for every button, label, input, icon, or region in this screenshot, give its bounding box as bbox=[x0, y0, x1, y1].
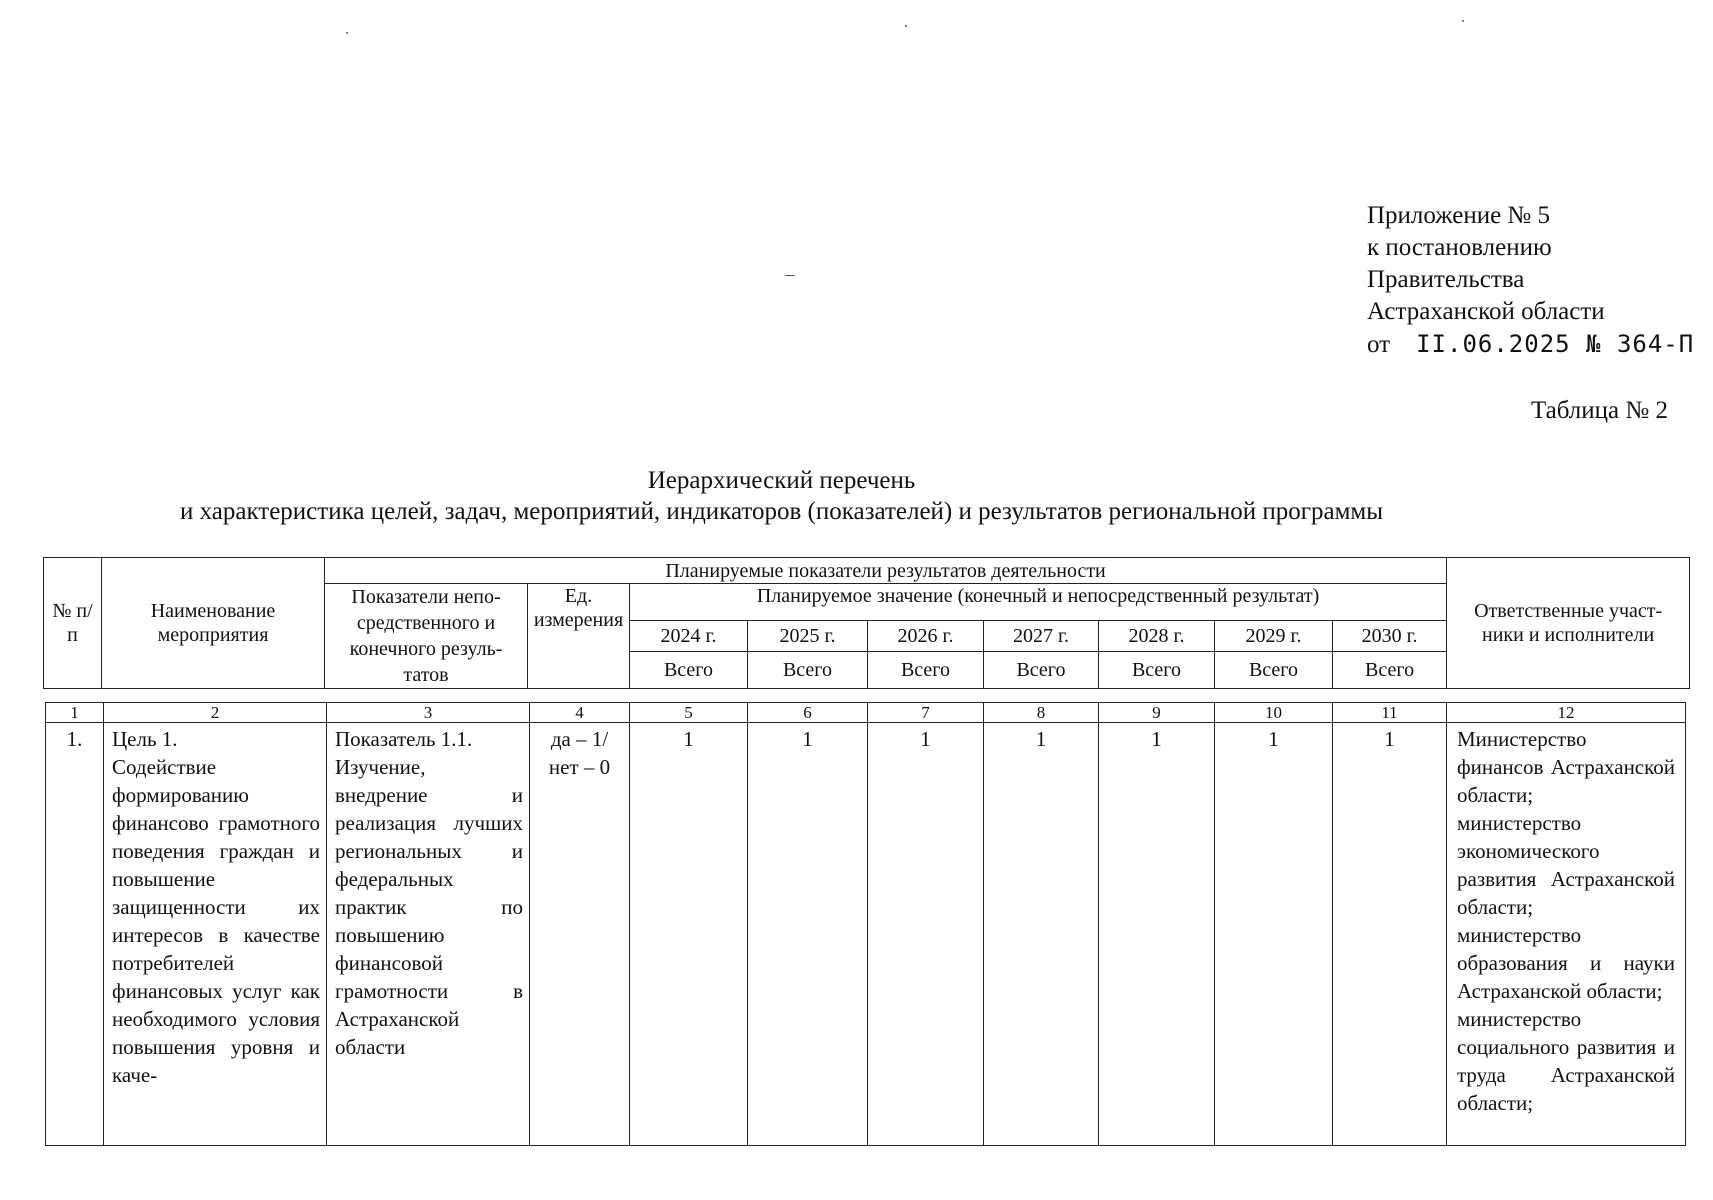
scan-speck bbox=[1462, 20, 1464, 22]
document-subtitle: и характеристика целей, задач, мероприятий, индикаторов (показателей) и результатов региональной программы bbox=[179, 498, 1384, 525]
scan-speck bbox=[785, 275, 795, 276]
value-cell: 1 bbox=[868, 723, 984, 1146]
header-total: Всего bbox=[1333, 651, 1447, 688]
table-header bbox=[43, 557, 1690, 689]
order-date-number: II.06.2025 № 364-П bbox=[1416, 330, 1695, 358]
responsible-item: Министерство финансов Астраханской области; bbox=[1457, 727, 1675, 807]
indicator-label: Показатель 1.1. bbox=[335, 727, 473, 751]
column-number: 10 bbox=[1215, 703, 1333, 723]
column-number: 9 bbox=[1099, 703, 1215, 723]
header-name: Наименование мероприятия bbox=[102, 558, 325, 689]
appendix-block bbox=[1367, 200, 1694, 361]
header-total: Всего bbox=[1215, 651, 1333, 688]
value-cell: 1 bbox=[1099, 723, 1215, 1146]
order-reference bbox=[1367, 328, 1694, 361]
appendix-line: Астраханской области bbox=[1367, 298, 1605, 325]
goal-text: Содействие формированию финансово грамотного поведения граждан и повышение защищенности их интересов в качестве потребителей финансовых услуг как необходимого условия повышения уровня и каче- bbox=[112, 755, 320, 1087]
column-number: 7 bbox=[868, 703, 984, 723]
header-year: 2030 г. bbox=[1333, 621, 1447, 652]
value-cell: 1 bbox=[984, 723, 1099, 1146]
document-title: Иерархический перечень bbox=[647, 467, 916, 494]
column-number: 11 bbox=[1333, 703, 1447, 723]
column-number: 2 bbox=[104, 703, 327, 723]
header-year: 2026 г. bbox=[868, 621, 984, 652]
value-cell: 1 bbox=[748, 723, 868, 1146]
header-year: 2024 г. bbox=[630, 621, 748, 652]
header-indicator: Показатели непо-средственного и конечного резуль-татов bbox=[325, 584, 528, 689]
header-year: 2029 г. bbox=[1215, 621, 1333, 652]
table-label: Таблица № 2 bbox=[1530, 397, 1668, 424]
table-body bbox=[45, 702, 1686, 1146]
header-unit: Ед. измерения bbox=[528, 584, 630, 689]
header-total: Всего bbox=[630, 651, 748, 688]
header-num: № п/п bbox=[44, 558, 102, 689]
responsible-item: министерство образования и науки Астраханской области; bbox=[1457, 923, 1675, 1003]
scan-speck bbox=[346, 32, 348, 34]
order-prefix: от bbox=[1367, 331, 1391, 358]
column-number: 12 bbox=[1447, 703, 1686, 723]
indicator-text: Изучение, внедрение и реализация лучших региональных и федеральных практик по повышению финансовой грамотности в Астраханской области bbox=[335, 755, 523, 1059]
header-year: 2028 г. bbox=[1099, 621, 1215, 652]
header-planned-group: Планируемые показатели результатов деятельности bbox=[325, 558, 1447, 584]
column-number-row bbox=[46, 703, 1686, 723]
column-number: 1 bbox=[46, 703, 104, 723]
appendix-line: к постановлению bbox=[1367, 234, 1552, 261]
row-indicator-cell bbox=[327, 723, 530, 1146]
header-year: 2027 г. bbox=[984, 621, 1099, 652]
column-number: 3 bbox=[327, 703, 530, 723]
header-total: Всего bbox=[748, 651, 868, 688]
responsible-item: министерство социального развития и труда Астраханской области; bbox=[1457, 1007, 1675, 1115]
table-row bbox=[46, 723, 1686, 1146]
header-year: 2025 г. bbox=[748, 621, 868, 652]
row-unit-cell bbox=[530, 723, 630, 1146]
row-number: 1. bbox=[46, 723, 104, 1146]
appendix-line: Приложение № 5 bbox=[1367, 202, 1551, 229]
value-cell: 1 bbox=[1333, 723, 1447, 1146]
column-number: 8 bbox=[984, 703, 1099, 723]
unit-no: нет – 0 bbox=[548, 755, 611, 779]
value-cell: 1 bbox=[630, 723, 748, 1146]
header-total: Всего bbox=[1099, 651, 1215, 688]
row-name-cell bbox=[104, 723, 327, 1146]
header-value-group: Планируемое значение (конечный и непосредственный результат) bbox=[630, 584, 1447, 621]
column-number: 6 bbox=[748, 703, 868, 723]
row-responsible-cell bbox=[1447, 723, 1686, 1146]
appendix-line: Правительства bbox=[1367, 266, 1525, 293]
header-total: Всего bbox=[984, 651, 1099, 688]
column-number: 4 bbox=[530, 703, 630, 723]
scan-speck bbox=[905, 25, 907, 27]
header-total: Всего bbox=[868, 651, 984, 688]
column-number: 5 bbox=[630, 703, 748, 723]
goal-label: Цель 1. bbox=[112, 727, 178, 751]
header-responsible: Ответственные участ-ники и исполнители bbox=[1447, 558, 1690, 689]
value-cell: 1 bbox=[1215, 723, 1333, 1146]
responsible-item: министерство экономического развития Астраханской области; bbox=[1457, 811, 1675, 919]
unit-yes: да – 1/ bbox=[550, 727, 609, 751]
